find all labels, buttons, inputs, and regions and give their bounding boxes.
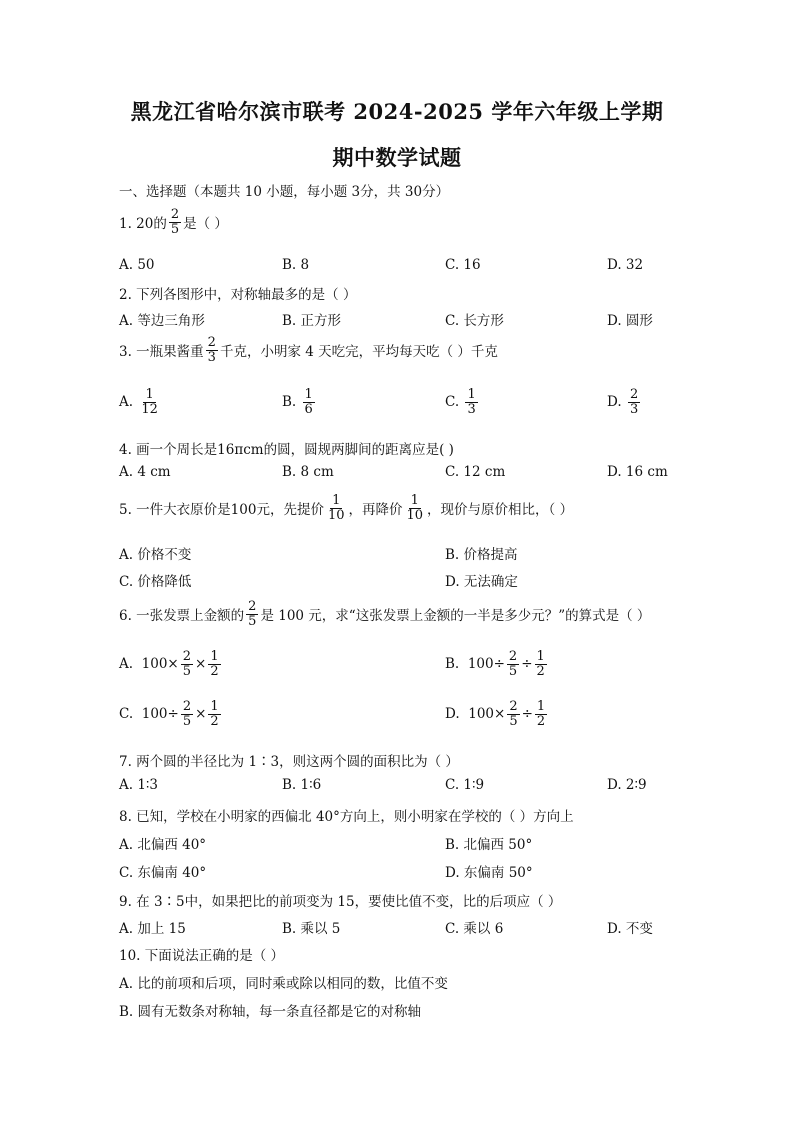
fraction-numerator: 1: [304, 387, 313, 402]
question-1: [119, 208, 228, 236]
q5-option-a[interactable]: A. 价格不变: [119, 547, 192, 563]
option-fraction: [181, 700, 193, 728]
option-fraction: [507, 650, 519, 678]
option-fraction: [181, 650, 193, 678]
q1-option-b[interactable]: B. 8: [282, 257, 310, 273]
q3-option-c[interactable]: [445, 388, 480, 416]
q5-option-d[interactable]: D. 无法确定: [445, 574, 518, 590]
q1-prefix: 1. 20的: [119, 216, 167, 233]
q8-option-a[interactable]: A. 北偏西 40°: [119, 837, 207, 853]
fraction-denominator: 3: [467, 401, 476, 417]
option-base: 100: [141, 706, 168, 723]
q6-option-c[interactable]: [119, 700, 223, 728]
q1-option-a[interactable]: A. 50: [119, 257, 155, 273]
fraction-denominator: 5: [182, 713, 192, 729]
q2-option-c[interactable]: C. 长方形: [445, 313, 504, 329]
fraction-denominator: 3: [207, 349, 216, 365]
question-3: [119, 336, 498, 364]
fraction-numerator: 1: [536, 649, 545, 664]
option-fraction: [303, 388, 315, 416]
q5-fraction-1: [326, 494, 347, 522]
option-label: B.: [282, 394, 297, 411]
fraction-numerator: 2: [182, 699, 192, 714]
fraction-numerator: 2: [248, 599, 257, 614]
question-9: 9. 在 3∶5中，如果把比的前项变为 15，要使比值不变，比的后项应（ ）: [119, 894, 562, 910]
option-label: C.: [445, 394, 460, 411]
q8-option-c[interactable]: C. 东偏南 40°: [119, 865, 207, 881]
fraction-denominator: 12: [141, 401, 158, 417]
q6-fraction: [246, 600, 258, 628]
fraction-numerator: 1: [410, 493, 419, 508]
option-base: 100: [468, 706, 495, 723]
question-2: 2. 下列各图形中，对称轴最多的是（ ）: [119, 287, 357, 303]
fraction-denominator: 5: [182, 663, 192, 679]
q5-option-c[interactable]: C. 价格降低: [119, 574, 192, 590]
q9-option-c[interactable]: C. 乘以 6: [445, 921, 504, 937]
q4-option-d[interactable]: D. 16 cm: [607, 464, 668, 480]
q5-option-b[interactable]: B. 价格提高: [445, 547, 518, 563]
q3-option-a[interactable]: [119, 388, 162, 416]
fraction-denominator: 2: [536, 713, 546, 729]
question-10: 10. 下面说法正确的是（ ）: [119, 948, 285, 964]
q5-suffix: ，现价与原价相比，（ ）: [427, 502, 574, 519]
option-operator: ÷: [167, 706, 179, 723]
q7-option-d[interactable]: D. 2∶9: [607, 777, 647, 793]
q4-option-a[interactable]: A. 4 cm: [119, 464, 171, 480]
fraction-numerator: 2: [508, 649, 518, 664]
fraction-denominator: 5: [508, 663, 518, 679]
fraction-numerator: 1: [145, 387, 154, 402]
option-base: 100: [467, 656, 494, 673]
q2-option-d[interactable]: D. 圆形: [607, 313, 653, 329]
fraction-numerator: 2: [629, 387, 639, 402]
option-fraction: [628, 388, 640, 416]
q9-option-b[interactable]: B. 乘以 5: [282, 921, 341, 937]
fraction-denominator: 6: [304, 401, 313, 417]
q4-option-b[interactable]: B. 8 cm: [282, 464, 334, 480]
option-label: A.: [119, 394, 134, 411]
option-fraction: [208, 650, 220, 678]
q2-option-a[interactable]: A. 等边三角形: [119, 313, 205, 329]
question-6: [119, 600, 650, 628]
q8-option-b[interactable]: B. 北偏西 50°: [445, 837, 533, 853]
exam-title-line2: 期中数学试题: [332, 145, 462, 170]
option-label: D.: [445, 706, 460, 723]
fraction-numerator: 1: [536, 699, 546, 714]
question-4: 4. 画一个周长是16πcm的圆，圆规两脚间的距离应是( ): [119, 442, 454, 458]
q9-option-d[interactable]: D. 不变: [607, 921, 653, 937]
option-fraction: [465, 388, 477, 416]
option-base: 100: [141, 656, 168, 673]
question-5: [119, 494, 573, 522]
option-operator: ÷: [521, 706, 533, 723]
fraction-denominator: 10: [327, 507, 345, 523]
q10-option-b[interactable]: B. 圆有无数条对称轴，每一条直径都是它的对称轴: [119, 1004, 422, 1020]
section-heading: 一、选择题（本题共 10 小题，每小题 3分，共 30分）: [119, 184, 450, 200]
exam-title-line1: 黑龙江省哈尔滨市联考 2024-2025 学年六年级上学期: [130, 99, 664, 124]
q8-option-d[interactable]: D. 东偏南 50°: [445, 865, 533, 881]
option-fraction: [208, 700, 220, 728]
option-label: C.: [119, 706, 134, 723]
fraction-numerator: 2: [170, 207, 180, 222]
option-fraction: [507, 700, 519, 728]
fraction-numerator: 2: [207, 335, 216, 350]
q2-option-b[interactable]: B. 正方形: [282, 313, 342, 329]
q5-fraction-2: [405, 494, 426, 522]
q6-suffix: 是 100 元，求“这张发票上金额的一半是多少元？”的算式是（ ）: [260, 608, 651, 625]
fraction-denominator: 5: [248, 613, 257, 629]
fraction-denominator: 5: [509, 713, 518, 729]
option-operator: ×: [167, 656, 179, 673]
option-operator: ÷: [493, 656, 505, 673]
question-7: 7. 两个圆的半径比为 1∶3，则这两个圆的面积比为（ ）: [119, 754, 459, 770]
fraction-numerator: 2: [182, 649, 192, 664]
fraction-numerator: 1: [210, 699, 219, 714]
q1-suffix: 是（ ）: [183, 216, 228, 233]
q6-prefix: 6. 一张发票上金额的: [119, 608, 245, 625]
q3-option-b[interactable]: [282, 388, 317, 416]
q1-fraction: [169, 208, 181, 236]
q3-suffix: 千克，小明家 4 天吃完，平均每天吃（ ）千克: [219, 344, 498, 361]
fraction-numerator: 2: [509, 699, 518, 714]
option-fraction: [139, 388, 160, 416]
option-label: A.: [119, 656, 134, 673]
option-operator: ÷: [521, 656, 533, 673]
option-operator: ×: [195, 706, 207, 723]
q3-option-d[interactable]: [607, 388, 642, 416]
q7-option-a[interactable]: A. 1∶3: [119, 777, 159, 793]
option-label: B.: [445, 656, 460, 673]
q7-option-c[interactable]: C. 1∶9: [445, 777, 485, 793]
option-fraction: [535, 650, 547, 678]
option-label: D.: [607, 394, 622, 411]
q1-option-d[interactable]: D. 32: [607, 257, 644, 273]
q1-option-c[interactable]: C. 16: [445, 257, 481, 273]
q6-option-a[interactable]: [119, 650, 223, 678]
fraction-denominator: 3: [629, 401, 639, 417]
fraction-denominator: 2: [536, 663, 545, 679]
q5-middle: ，再降价: [348, 502, 403, 519]
q9-option-a[interactable]: A. 加上 15: [119, 921, 186, 937]
fraction-denominator: 2: [210, 713, 219, 729]
fraction-numerator: 1: [332, 493, 341, 508]
fraction-numerator: 1: [467, 387, 476, 402]
q5-prefix: 5. 一件大衣原价是100元，先提价: [119, 502, 324, 519]
q6-option-b[interactable]: [445, 650, 549, 678]
q3-prefix: 3. 一瓶果酱重: [119, 344, 204, 361]
q4-option-c[interactable]: C. 12 cm: [445, 464, 506, 480]
q7-option-b[interactable]: B. 1∶6: [282, 777, 322, 793]
option-operator: ×: [494, 706, 506, 723]
q10-option-a[interactable]: A. 比的前项和后项，同时乘或除以相同的数，比值不变: [119, 976, 448, 992]
fraction-numerator: 1: [210, 649, 219, 664]
fraction-denominator: 2: [210, 663, 219, 679]
option-operator: ×: [195, 656, 207, 673]
fraction-denominator: 5: [170, 221, 180, 237]
option-fraction: [535, 700, 547, 728]
q3-fraction: [206, 336, 218, 364]
fraction-denominator: 10: [406, 507, 424, 523]
question-8: 8. 已知，学校在小明家的西偏北 40°方向上，则小明家在学校的（ ）方向上: [119, 809, 574, 825]
q6-option-d[interactable]: [445, 700, 549, 728]
